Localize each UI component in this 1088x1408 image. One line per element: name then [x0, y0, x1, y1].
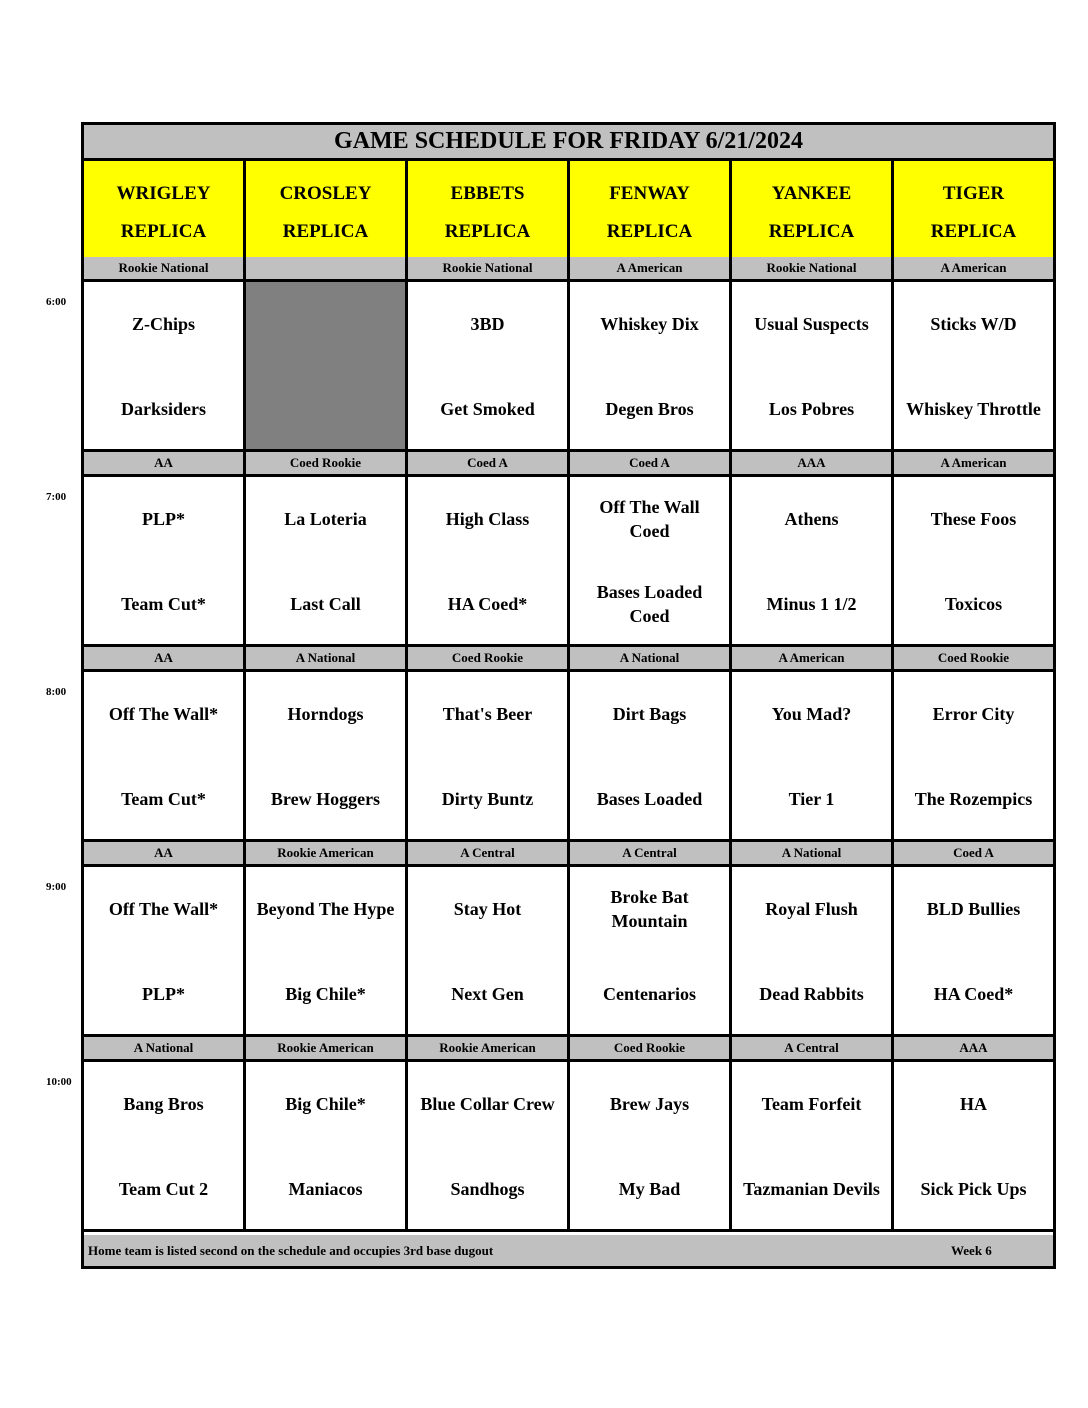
game-cell: [732, 477, 894, 644]
field-subtitle: REPLICA: [606, 221, 693, 242]
home-team: Last Call: [290, 594, 361, 614]
division-label: AAA: [732, 452, 894, 474]
time-label: 8:00: [46, 686, 67, 698]
division-label: A Central: [408, 842, 570, 864]
game-cell: [246, 1062, 408, 1229]
home-team: My Bad: [618, 1179, 681, 1199]
division-row: [84, 257, 1053, 282]
field-subtitle: REPLICA: [120, 221, 207, 242]
home-team: Team Cut*: [121, 594, 206, 614]
division-label: A American: [940, 260, 1007, 275]
game-cell: [408, 672, 570, 839]
field-header-wrigley: [84, 161, 246, 257]
time-label: 10:00: [46, 1076, 72, 1088]
division-label: Coed Rookie: [246, 452, 408, 474]
division-label: Rookie American: [246, 1037, 408, 1059]
away-team: Athens: [784, 509, 839, 529]
division-row: [84, 1037, 1053, 1062]
field-name: WRIGLEY: [116, 183, 211, 204]
away-team: Error City: [932, 704, 1015, 724]
field-header-yankee: [732, 161, 894, 257]
division-label: A American: [732, 647, 894, 669]
division-label: Rookie American: [408, 1037, 570, 1059]
division-label: Coed A: [953, 845, 994, 860]
away-team: Off The Wall*: [108, 704, 219, 724]
away-team: Off The Wall Coed: [599, 497, 700, 541]
home-team: HA Coed*: [447, 594, 528, 614]
game-cell: [894, 1062, 1053, 1229]
division-label: AAA: [959, 1040, 988, 1055]
game-cell: [84, 1062, 246, 1229]
game-cell: [732, 1062, 894, 1229]
division-label: A National: [732, 842, 894, 864]
home-team: The Rozempics: [914, 789, 1033, 809]
division-label: A National: [570, 647, 732, 669]
division-label: Coed Rookie: [570, 1037, 732, 1059]
home-team: PLP*: [142, 984, 185, 1004]
home-team: Whiskey Throttle: [906, 399, 1041, 419]
empty-game-cell: [246, 282, 408, 449]
game-cell: [570, 867, 732, 1034]
game-cell: [570, 282, 732, 449]
game-row: [84, 672, 1053, 842]
away-team: 3BD: [470, 314, 505, 334]
game-cell: [894, 867, 1053, 1034]
game-cell: [732, 867, 894, 1034]
away-team: Z-Chips: [131, 314, 196, 334]
division-label: Coed A: [408, 452, 570, 474]
away-team: PLP*: [142, 509, 185, 529]
field-header-row: [84, 161, 1053, 260]
division-label: Rookie National: [84, 257, 246, 279]
game-cell: [894, 477, 1053, 644]
time-label: 7:00: [46, 491, 67, 503]
away-team: Team Forfeit: [761, 1094, 862, 1114]
division-label: Rookie National: [732, 257, 894, 279]
field-header-fenway: [570, 161, 732, 257]
home-team: Dead Rabbits: [759, 984, 864, 1004]
field-name: YANKEE: [771, 183, 852, 204]
home-team: Bases Loaded Coed: [596, 582, 703, 626]
field-header-ebbets: [408, 161, 570, 257]
time-slot-block: [84, 257, 1053, 452]
home-team: Darksiders: [121, 399, 206, 419]
away-team: Dirt Bags: [612, 704, 687, 724]
away-team: Brew Jays: [609, 1094, 690, 1114]
away-team: Off The Wall*: [108, 899, 219, 919]
home-team: Bases Loaded: [596, 789, 703, 809]
game-cell: [246, 867, 408, 1034]
away-team: Stay Hot: [453, 899, 522, 919]
game-row: [84, 282, 1053, 452]
home-team: Tazmanian Devils: [743, 1179, 880, 1199]
division-label: AA: [84, 842, 246, 864]
division-label: Rookie National: [408, 257, 570, 279]
division-label: Coed A: [570, 452, 732, 474]
game-cell: [246, 672, 408, 839]
division-label: A American: [940, 455, 1007, 470]
time-slot-block: [84, 647, 1053, 842]
home-team: Maniacos: [288, 1179, 363, 1199]
home-team: Sick Pick Ups: [920, 1179, 1027, 1199]
game-cell: [570, 477, 732, 644]
away-team: Sticks W/D: [930, 314, 1017, 334]
field-subtitle: REPLICA: [282, 221, 369, 242]
division-label: A Central: [732, 1037, 894, 1059]
home-team: Tier 1: [788, 789, 835, 809]
game-cell: [732, 282, 894, 449]
game-cell: [84, 477, 246, 644]
home-team: Dirty Buntz: [441, 789, 534, 809]
week-label: Week 6: [951, 1242, 992, 1258]
time-slot-block: [84, 842, 1053, 1037]
field-subtitle: REPLICA: [444, 221, 531, 242]
footer-row: [84, 1235, 1053, 1266]
division-label: AA: [84, 647, 246, 669]
division-label: A National: [246, 647, 408, 669]
away-team: Usual Suspects: [754, 314, 869, 334]
away-team: Bang Bros: [123, 1094, 204, 1114]
away-team: Blue Collar Crew: [420, 1094, 555, 1114]
away-team: Horndogs: [287, 704, 364, 724]
division-row: [84, 452, 1053, 477]
home-team: Team Cut*: [121, 789, 206, 809]
schedule-table: [81, 122, 1056, 1269]
away-team: Big Chile*: [285, 1094, 366, 1114]
division-row: [84, 842, 1053, 867]
time-slot-block: [84, 1037, 1053, 1232]
game-cell: [246, 477, 408, 644]
away-team: Whiskey Dix: [600, 314, 699, 334]
division-label: AA: [84, 452, 246, 474]
away-team: BLD Bullies: [926, 899, 1021, 919]
home-team: HA Coed*: [933, 984, 1014, 1004]
away-team: Beyond The Hype: [256, 899, 395, 919]
field-name: TIGER: [942, 183, 1005, 204]
away-team: La Loteria: [284, 509, 367, 529]
game-cell: [84, 282, 246, 449]
game-cell: [570, 1062, 732, 1229]
field-subtitle: REPLICA: [768, 221, 855, 242]
division-label: [246, 257, 408, 279]
time-label: 9:00: [46, 881, 67, 893]
game-cell: [894, 672, 1053, 839]
field-name: CROSLEY: [279, 183, 372, 204]
division-label: A National: [84, 1037, 246, 1059]
away-team: HA: [960, 1094, 987, 1114]
division-label: Coed Rookie: [937, 650, 1010, 665]
away-team: You Mad?: [771, 704, 852, 724]
home-team: Degen Bros: [605, 399, 694, 419]
field-subtitle: REPLICA: [930, 221, 1017, 242]
away-team: That's Beer: [442, 704, 533, 724]
home-team: Get Smoked: [440, 399, 535, 419]
home-team: Los Pobres: [768, 399, 855, 419]
field-header-tiger: [894, 161, 1053, 257]
division-label: Coed Rookie: [408, 647, 570, 669]
home-team: Brew Hoggers: [270, 789, 381, 809]
field-name: EBBETS: [450, 183, 525, 204]
away-team: These Foos: [930, 509, 1017, 529]
field-name: FENWAY: [609, 183, 690, 204]
game-row: [84, 1062, 1053, 1232]
game-cell: [84, 867, 246, 1034]
time-label: 6:00: [46, 296, 67, 308]
division-label: A American: [570, 257, 732, 279]
division-row: [84, 647, 1053, 672]
away-team: Broke Bat Mountain: [610, 887, 689, 931]
away-team: High Class: [445, 509, 530, 529]
home-team: Toxicos: [944, 594, 1003, 614]
time-slot-block: [84, 452, 1053, 647]
home-team: Sandhogs: [450, 1179, 525, 1199]
time-column: [0, 0, 84, 1408]
game-cell: [84, 672, 246, 839]
footer-note: Home team is listed second on the schedule and occupies 3rd base dugout: [88, 1242, 494, 1258]
home-team: Centenarios: [603, 984, 696, 1004]
home-team: Team Cut 2: [118, 1179, 209, 1199]
home-team: Big Chile*: [285, 984, 366, 1004]
game-row: [84, 867, 1053, 1037]
division-label: Rookie American: [246, 842, 408, 864]
away-team: Royal Flush: [765, 899, 858, 919]
game-cell: [408, 1062, 570, 1229]
game-cell: [408, 477, 570, 644]
game-cell: [408, 282, 570, 449]
schedule-title: GAME SCHEDULE FOR FRIDAY 6/21/2024: [84, 125, 1053, 161]
game-cell: [894, 282, 1053, 449]
game-row: [84, 477, 1053, 647]
game-cell: [732, 672, 894, 839]
home-team: Next Gen: [451, 984, 524, 1004]
game-cell: [570, 672, 732, 839]
division-label: A Central: [570, 842, 732, 864]
field-header-crosley: [246, 161, 408, 257]
game-cell: [408, 867, 570, 1034]
home-team: Minus 1 1/2: [766, 594, 857, 614]
